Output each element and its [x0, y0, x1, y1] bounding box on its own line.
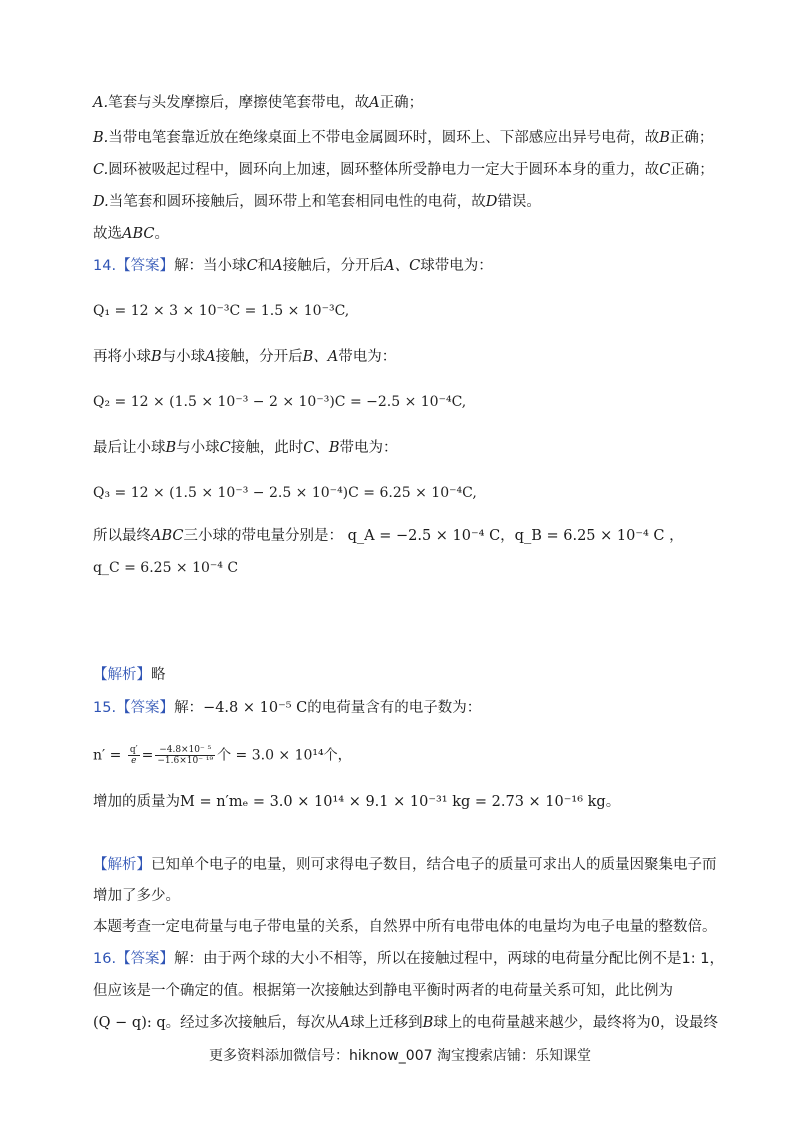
answer-choice-label: 故选 — [93, 226, 122, 242]
q16-line3 — [93, 1013, 740, 1033]
q14-final-vars: ABC — [151, 528, 184, 544]
q15-intro-charge: −4.8 × 10⁻⁵ C — [203, 700, 308, 716]
option-c-letter: C — [659, 162, 671, 178]
q16-ratio: (Q − q): q — [93, 1015, 166, 1031]
q14-step2 — [93, 347, 740, 367]
q14-final-text-a: 所以最终 — [93, 528, 151, 544]
q14-final-qc: q_C = 6.25 × 10⁻⁴ C — [93, 560, 239, 576]
option-c-prefix: C. — [93, 162, 109, 178]
q15-eq-rhs: = 3.0 × 10¹⁴ — [235, 747, 324, 764]
q16-line3-text-b: 。经过多次接触后，每次从 — [165, 1015, 340, 1031]
option-a-end: 正确； — [379, 95, 424, 111]
answer-choice-end: 。 — [154, 226, 169, 242]
q15-mass-equation: M = n′mₑ = 3.0 × 10¹⁴ × 9.1 × 10⁻³¹ kg = 2.73 × 10⁻¹⁶ kg。 — [180, 794, 621, 810]
option-d-text: 当笔套和圆环接触后，圆环带上和笔套相同电性的电荷，故 — [108, 194, 486, 210]
option-d-line — [93, 192, 740, 212]
q14-step3 — [93, 438, 740, 458]
option-d-prefix: D. — [93, 194, 109, 210]
q15-electron-count-eq: n′ = $\frac{q'}{e}$ = $\frac{\text{−4.8×10⁻ ⁵}}{\text{−1.6×10⁻ ¹⁹}}$ 个 = 3.0 × 10¹⁴个， — [93, 745, 352, 766]
q16-header — [93, 949, 740, 969]
q16-line3-end: ，设最终 — [660, 1015, 719, 1031]
q14-header — [93, 256, 740, 276]
q16-zero: 0 — [650, 1015, 661, 1031]
q14-answer-tag: 【答案】 — [116, 258, 175, 274]
q14-step2-end: 带电为： — [338, 349, 397, 365]
q14-step2-var-b: B — [151, 349, 162, 365]
q14-step2-text-a: 再将小球 — [93, 349, 151, 365]
q16-line2: 但应该是一个确定的值。根据第一次接触达到静电平衡时两者的电荷量关系可知，此比例为 — [93, 983, 673, 999]
q14-step3-text-a: 最后让小球 — [93, 440, 166, 456]
q14-analysis-text: 略 — [151, 667, 166, 683]
q14-intro-mid: 接触后，分开后 — [282, 258, 385, 274]
option-c-end: 正确； — [670, 162, 714, 178]
option-c-text: 圆环被吸起过程中，圆环向上加速，圆环整体所受静电力一定大于圆环本身的重力，故 — [108, 162, 660, 178]
q14-step3-text-c: 与小球 — [176, 440, 220, 456]
q15-frac2-num: −4.8×10⁻ ⁵ — [155, 745, 215, 756]
q15-analysis — [93, 855, 740, 875]
q16-line3-text-d: 球上迁移到 — [350, 1015, 423, 1031]
q14-analysis — [93, 665, 740, 685]
q16-var-a: A — [339, 1015, 351, 1031]
q14-step3-vars: C、B — [303, 440, 340, 456]
q16-var-b: B — [422, 1015, 434, 1031]
option-b-text: 当带电笔套靠近放在绝缘桌面上不带电金属圆环时，圆环上、下部感应出异号电荷，故 — [108, 130, 660, 146]
q14-intro-vars: A、C — [384, 258, 421, 274]
answer-choice-line — [93, 224, 740, 244]
option-a-letter: A — [369, 95, 380, 111]
q15-analysis-text: 已知单个电子的电量，则可求得电子数目，结合电子的质量可求出人的质量因聚集电子而 — [151, 857, 717, 873]
q14-step3-end: 带电为： — [339, 440, 398, 456]
q15-number: 15. — [93, 700, 117, 716]
q15-intro-end: 的电荷量含有的电子数为： — [307, 700, 482, 716]
q15-mass-label: 增加的质量为 — [93, 794, 180, 810]
option-b-prefix: B. — [93, 130, 109, 146]
q14-equation-2: Q₂ = 12 × (1.5 × 10⁻³ − 2 × 10⁻³)C = −2.5 × 10⁻⁴C, — [93, 394, 467, 410]
q14-step2-text-e: 接触，分开后 — [215, 349, 303, 365]
option-b-end: 正确； — [669, 130, 714, 146]
option-b-letter: B — [659, 130, 670, 146]
q16-number: 16. — [93, 951, 117, 967]
q15-analysis-tag: 【解析】 — [93, 857, 151, 873]
q15-eq-unit1: 个 — [217, 747, 232, 764]
answer-choice-value: ABC — [122, 226, 155, 242]
q14-step3-var-b: B — [165, 440, 177, 456]
q14-step3-var-c: C — [219, 440, 231, 456]
q14-intro-var-a: A — [272, 258, 283, 274]
option-a-text: 笔套与头发摩擦后，摩擦使笔套带电，故 — [108, 95, 370, 111]
q15-eq-lhs: n′ = — [93, 747, 122, 764]
q15-frac1-den: e — [131, 756, 137, 766]
q14-intro-text: 解：当小球 — [174, 258, 247, 274]
q15-frac2-den: −1.6×10⁻ ¹⁹ — [157, 756, 214, 766]
q15-header — [93, 698, 740, 718]
q14-equation-1: Q₁ = 12 × 3 × 10⁻³C = 1.5 × 10⁻³C, — [93, 303, 350, 319]
q15-intro-text: 解： — [174, 700, 204, 716]
option-a-prefix: A. — [93, 95, 109, 111]
q14-number: 14. — [93, 258, 117, 274]
q16-line1: 解：由于两个球的大小不相等，所以在接触过程中，两球的电荷量分配比例不是1: 1， — [174, 951, 725, 967]
option-d-end: 错误。 — [497, 194, 541, 210]
option-c-line — [93, 160, 740, 180]
option-a-line — [93, 93, 740, 113]
q14-equation-3: Q₃ = 12 × (1.5 × 10⁻³ − 2.5 × 10⁻⁴)C = 6.25 × 10⁻⁴C, — [93, 485, 477, 501]
q15-frac1-num: q′ — [129, 745, 138, 755]
q15-frac-symbolic — [128, 745, 140, 766]
q14-step2-vars: B、A — [302, 349, 339, 365]
q15-frac-numeric — [155, 745, 215, 766]
q14-final-text-c: 三小球的带电量分别是： — [183, 528, 343, 544]
q14-final-values: q_A = −2.5 × 10⁻⁴ C，q_B = 6.25 × 10⁻⁴ C ， — [347, 528, 684, 544]
q14-step3-text-e: 接触，此时 — [230, 440, 304, 456]
q14-intro-end: 球带电为： — [420, 258, 493, 274]
q14-step2-text-c: 与小球 — [161, 349, 206, 365]
q14-intro-and: 和 — [257, 258, 273, 274]
q15-eq-unit2: 个， — [323, 747, 352, 764]
q14-intro-var-c: C — [246, 258, 258, 274]
q15-analysis-cont: 增加了多少。 — [93, 888, 180, 904]
q16-answer-tag: 【答案】 — [116, 951, 175, 967]
q15-note: 本题考查一定电荷量与电子带电量的关系，自然界中所有电带电体的电量均为电子电量的整数倍。 — [93, 919, 717, 935]
q14-final — [93, 526, 740, 546]
q15-answer-tag: 【答案】 — [116, 700, 175, 716]
q15-mass-line — [93, 792, 740, 812]
q14-step2-var-a: A — [205, 349, 216, 365]
option-d-letter: D — [485, 194, 498, 210]
q16-line3-text-f: 球上的电荷量越来越少，最终将为 — [433, 1015, 651, 1031]
q14-analysis-tag: 【解析】 — [93, 667, 151, 683]
page-footer: 更多资料添加微信号：hiknow_007 淘宝搜索店铺：乐知课堂 — [209, 1048, 591, 1064]
option-b-line — [93, 128, 740, 148]
